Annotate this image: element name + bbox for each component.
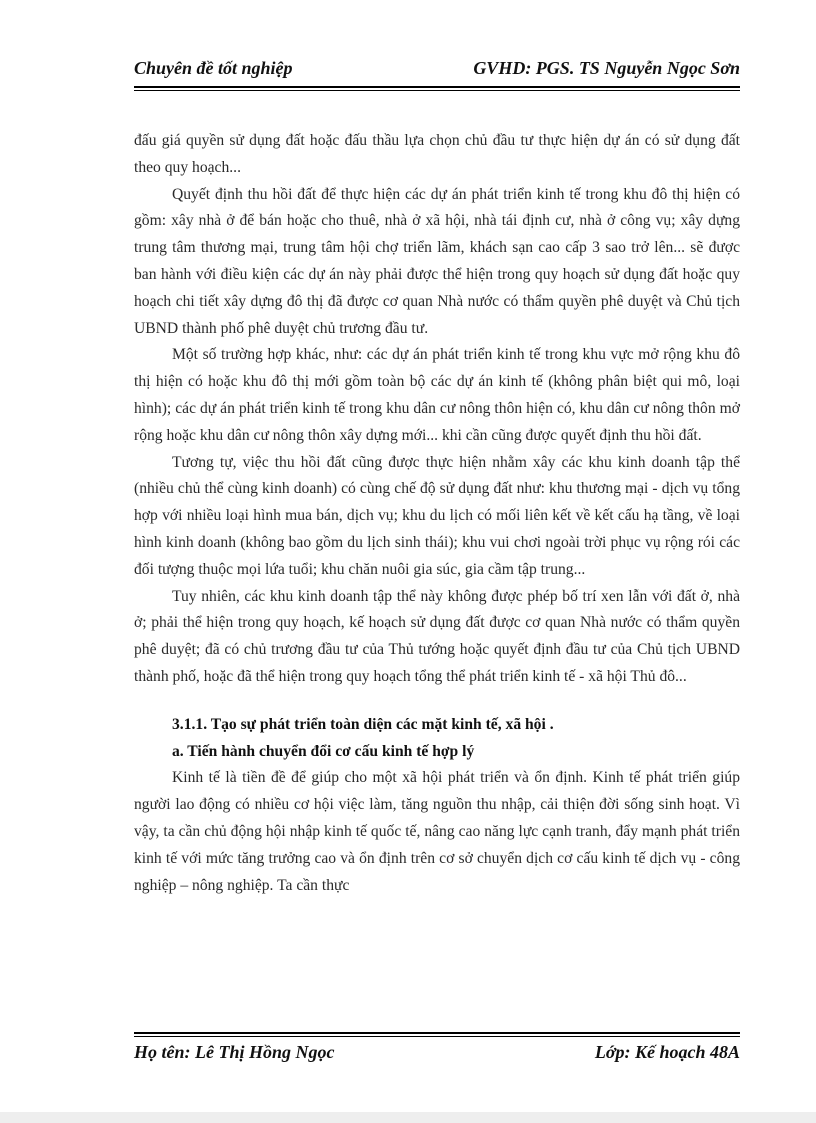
header-advisor: GVHD: PGS. TS Nguyễn Ngọc Sơn bbox=[473, 58, 740, 78]
section-heading: 3.1.1. Tạo sự phát triển toàn diện các mặt kinh tế, xã hội . bbox=[172, 715, 554, 733]
page-footer bbox=[134, 1042, 740, 1063]
paragraph: Tuy nhiên, các khu kinh doanh tập thể này không được phép bố trí xen lẫn với đất ở, nhà ở; phải thể hiện trong quy hoạch, kế hoạch sử dụng đất được cơ quan Nhà nước có thẩm quyền phê duyệt; đã có chủ trương đầu tư của Thủ tướng hoặc quyết định đầu tư của Chủ tịch UBND thành phố, hoặc đã thể hiện trong quy hoạch tổng thể phát triển kinh tế - xã hội Thủ đô... bbox=[134, 587, 740, 685]
footer-divider bbox=[134, 1032, 740, 1037]
header-title: Chuyên đề tốt nghiệp bbox=[134, 58, 293, 78]
page-header bbox=[134, 58, 740, 79]
header-divider bbox=[134, 86, 740, 91]
footer-class: Lớp: Kế hoạch 48A bbox=[594, 1042, 740, 1062]
subsection-heading: a. Tiến hành chuyển đổi cơ cấu kinh tế hợp lý bbox=[172, 742, 475, 760]
paragraph: Quyết định thu hồi đất để thực hiện các dự án phát triển kinh tế trong khu đô thị hiện có gồm: xây nhà ở để bán hoặc cho thuê, nhà ở xã hội, nhà tái định cư, nhà ở công vụ; xây dựng trung tâm thương mại, trung tâm hội chợ triển lãm, khách sạn cao cấp 3 sao trở lên... sẽ được ban hành với điều kiện các dự án này phải được thể hiện trong quy hoạch sử dụng đất hoặc quy hoạch chi tiết xây dựng đô thị đã được cơ quan Nhà nước có thẩm quyền phê duyệt và Chủ tịch UBND thành phố phê duyệt chủ trương đầu tư. bbox=[134, 185, 740, 337]
footer-author: Họ tên: Lê Thị Hồng Ngọc bbox=[134, 1042, 335, 1062]
document-body bbox=[134, 128, 740, 899]
paragraph: Tương tự, việc thu hồi đất cũng được thực hiện nhằm xây các khu kinh doanh tập thể (nhiều chủ thể cùng kinh doanh) có cùng chế độ sử dụng đất như: khu thương mại - dịch vụ tổng hợp với nhiều loại hình mua bán, dịch vụ; khu du lịch có mối liên kết về kết cấu hạ tầng, về loại hình kinh doanh (không bao gồm du lịch sinh thái); khu vui chơi ngoài trời phục vụ rộng rói các đối tượng thuộc mọi lứa tuổi; khu chăn nuôi gia súc, gia cầm tập trung... bbox=[134, 453, 740, 578]
page-edge bbox=[0, 1112, 816, 1123]
paragraph-continued: đấu giá quyền sử dụng đất hoặc đấu thầu lựa chọn chủ đầu tư thực hiện dự án có sử dụng đất theo quy hoạch... bbox=[134, 132, 740, 176]
paragraph: Một số trường hợp khác, như: các dự án phát triển kinh tế trong khu vực mở rộng khu đô thị hiện có hoặc khu đô thị mới gồm toàn bộ các dự án kinh tế (không phân biệt qui mô, loại hình); các dự án phát triển kinh tế trong khu dân cư nông thôn hiện có, khu dân cư nông thôn mở rộng hoặc khu dân cư nông thôn xây dựng mới... khi cần cũng được quyết định thu hồi đất. bbox=[134, 346, 740, 444]
paragraph: Kinh tế là tiền đề để giúp cho một xã hội phát triển và ổn định. Kinh tế phát triển giúp người lao động có nhiều cơ hội việc làm, tăng nguồn thu nhập, cải thiện đời sống sinh hoạt. Vì vậy, ta cần chủ động hội nhập kinh tế quốc tế, nâng cao năng lực cạnh tranh, đẩy mạnh phát triển kinh tế với mức tăng trưởng cao và ổn định trên cơ sở chuyển dịch cơ cấu kinh tế dịch vụ - công nghiệp – nông nghiệp. Ta cần thực bbox=[134, 769, 740, 894]
